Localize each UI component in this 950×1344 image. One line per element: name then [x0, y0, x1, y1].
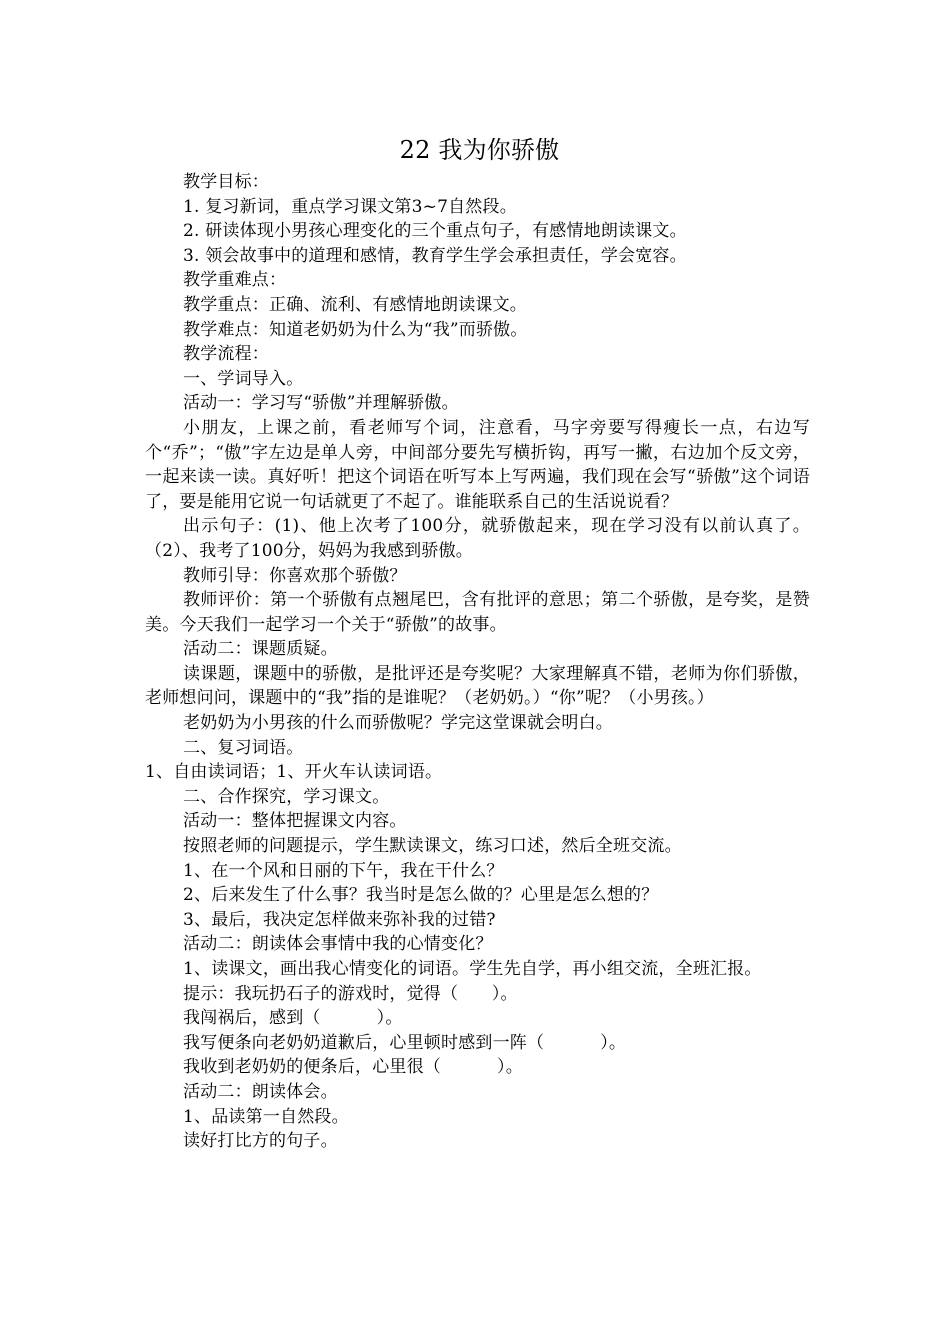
paragraph: 3. 领会故事中的道理和感情，教育学生学会承担责任，学会宽容。 [183, 245, 687, 266]
paragraph: 活动一：学习写“骄傲”并理解骄傲。 [183, 393, 459, 414]
paragraph: 老奶奶为小男孩的什么而骄傲呢？学完这堂课就会明白。 [183, 713, 613, 734]
paragraph: 小朋友，上课之前，看老师写个词，注意看，马字旁要写得瘦长一点，右边写个“乔”；“傲”字左边是单人旁，中间部分要先写横折钩，再写一撇，右边加个反文旁，一起来读一读。真好听！把这个词语在听写本上写两遍，我们现在会写“骄傲”这个词语了，要是能用它说一句话就更了不起了。谁能联系自己的生活说说看？ [145, 417, 810, 512]
paragraph: 读好打比方的句子。 [183, 1131, 338, 1152]
paragraph: 1、在一个风和日丽的下午，我在干什么？ [183, 860, 504, 881]
paragraph: 我收到老奶奶的便条后，心里很（ ）。 [183, 1057, 523, 1078]
paragraph: 活动二：朗读体会。 [183, 1081, 338, 1102]
paragraph: 我闯祸后，感到（ ）。 [183, 1008, 403, 1029]
paragraph: 活动二：朗读体会事情中我的心情变化？ [183, 934, 493, 955]
paragraph: 活动二：课题质疑。 [183, 639, 338, 660]
paragraph: 教学重点：正确、流利、有感情地朗读课文。 [183, 294, 527, 315]
paragraph: 1、品读第一自然段。 [183, 1106, 349, 1127]
paragraph: 教学流程： [183, 344, 269, 365]
document-title: 22 我为你骄傲 [399, 136, 560, 164]
paragraph: 1、读课文，画出我心情变化的词语。学生先自学，再小组交流，全班汇报。 [183, 959, 762, 979]
paragraph: 3、最后，我决定怎样做来弥补我的过错? [183, 909, 496, 930]
paragraph: 出示句子：(1)、他上次考了100分，就骄傲起来，现在学习没有以前认真了。（2）、我考了100分，妈妈为我感到骄傲。 [145, 516, 810, 561]
paragraph: 教师评价：第一个骄傲有点翘尾巴，含有批评的意思；第二个骄傲，是夸奖，是赞美。今天我们一起学习一个关于“骄傲”的故事。 [145, 590, 810, 635]
paragraph: 教师引导：你喜欢那个骄傲？ [183, 565, 407, 586]
paragraph: 活动一：整体把握课文内容。 [183, 811, 407, 832]
paragraph: 教学难点：知道老奶奶为什么为“我”而骄傲。 [183, 319, 528, 340]
document-body [145, 132, 810, 1154]
paragraph: 1. 复习新词，重点学习课文第3~7自然段。 [183, 196, 517, 217]
paragraph: 教学重难点： [183, 270, 287, 291]
paragraph: 一、学词导入。 [183, 368, 304, 389]
paragraph-list [145, 170, 810, 1154]
paragraph: 教学目标： [183, 172, 269, 192]
paragraph: 2. 研读体现小男孩心理变化的三个重点句子，有感情地朗读课文。 [183, 221, 687, 242]
paragraph: 2、后来发生了什么事？我当时是怎么做的？心里是怎么想的？ [183, 885, 659, 906]
paragraph: 读课题，课题中的骄傲，是批评还是夸奖呢？大家理解真不错，老师为你们骄傲，老师想问问，课题中的“我”指的是谁呢？（老奶奶。）“你”呢？（小男孩。） [145, 663, 810, 709]
paragraph: 提示：我玩扔石子的游戏时，觉得（ ）。 [183, 983, 518, 1004]
paragraph: 按照老师的问题提示，学生默读课文，练习口述，然后全班交流。 [183, 836, 682, 857]
paragraph: 二、复习词语。 [183, 737, 304, 758]
paragraph: 1、自由读词语；1、开火车认读词语。 [145, 762, 443, 783]
paragraph: 二、合作探究，学习课文。 [183, 786, 390, 807]
paragraph: 我写便条向老奶奶道歉后，心里顿时感到一阵（ ）。 [183, 1032, 627, 1053]
